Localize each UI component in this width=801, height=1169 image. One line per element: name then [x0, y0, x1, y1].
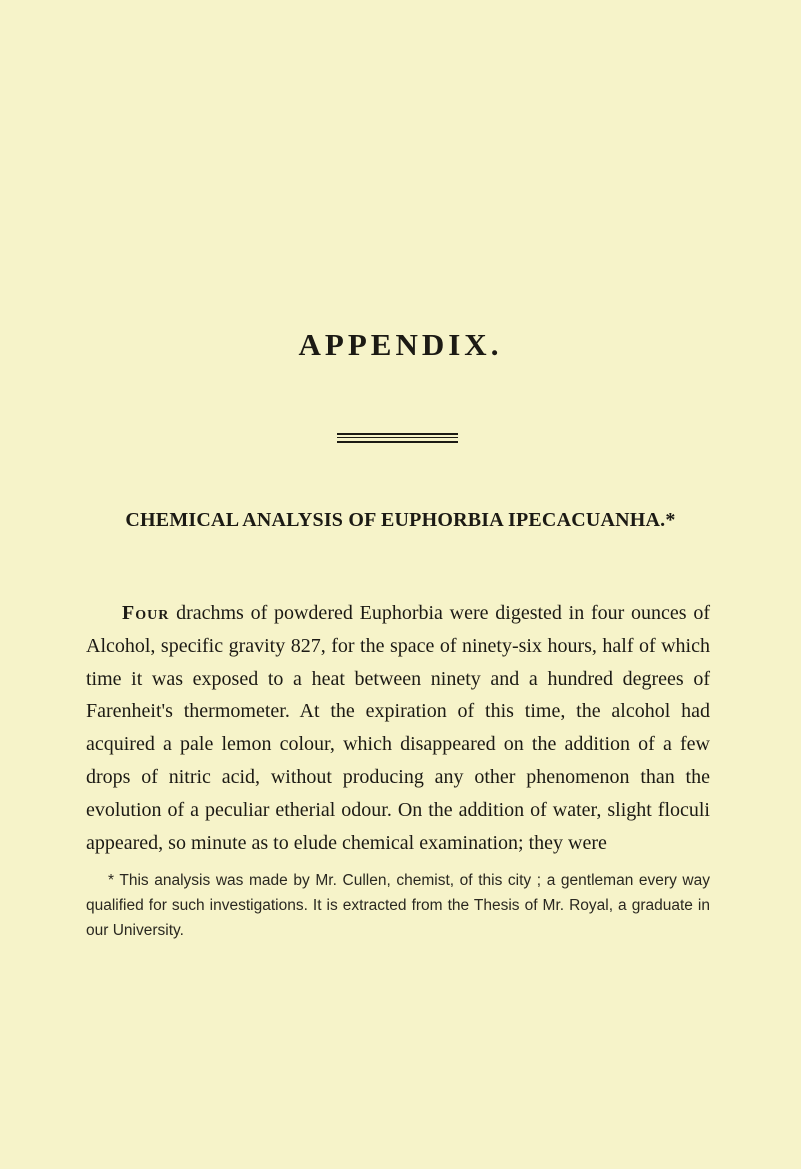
decorative-rule	[337, 433, 458, 445]
rule-line	[337, 441, 458, 443]
rule-line	[337, 437, 458, 438]
paragraph-text: drachms of powdered Euphorbia were digested in four ounces of Alcohol, specific gravity 827, for the space of ninety-six hours, half of which time it was exposed to a heat between ninety and a hundred degrees of Farenheit's thermometer. At the expiration of this time, the alcohol had acquired a pale lemon colour, which disappeared on the addition of a few drops of nitric acid, without producing any other phenomenon than the evolution of a peculiar etherial odour. On the addition of water, slight floculi appeared, so minute as to elude chemical examination; they were	[86, 602, 710, 854]
lead-word: Four	[122, 602, 170, 624]
body-paragraph	[86, 597, 710, 859]
footnote	[86, 868, 710, 943]
footnote-text: * This analysis was made by Mr. Cullen, chemist, of this city ; a gentleman every way qualified for such investigations. It is extracted from the Thesis of Mr. Royal, a graduate in our University.	[86, 872, 710, 939]
appendix-heading: APPENDIX.	[298, 327, 503, 362]
section-subtitle: CHEMICAL ANALYSIS OF EUPHORBIA IPECACUANHA.*	[125, 509, 676, 531]
rule-line	[337, 433, 458, 435]
